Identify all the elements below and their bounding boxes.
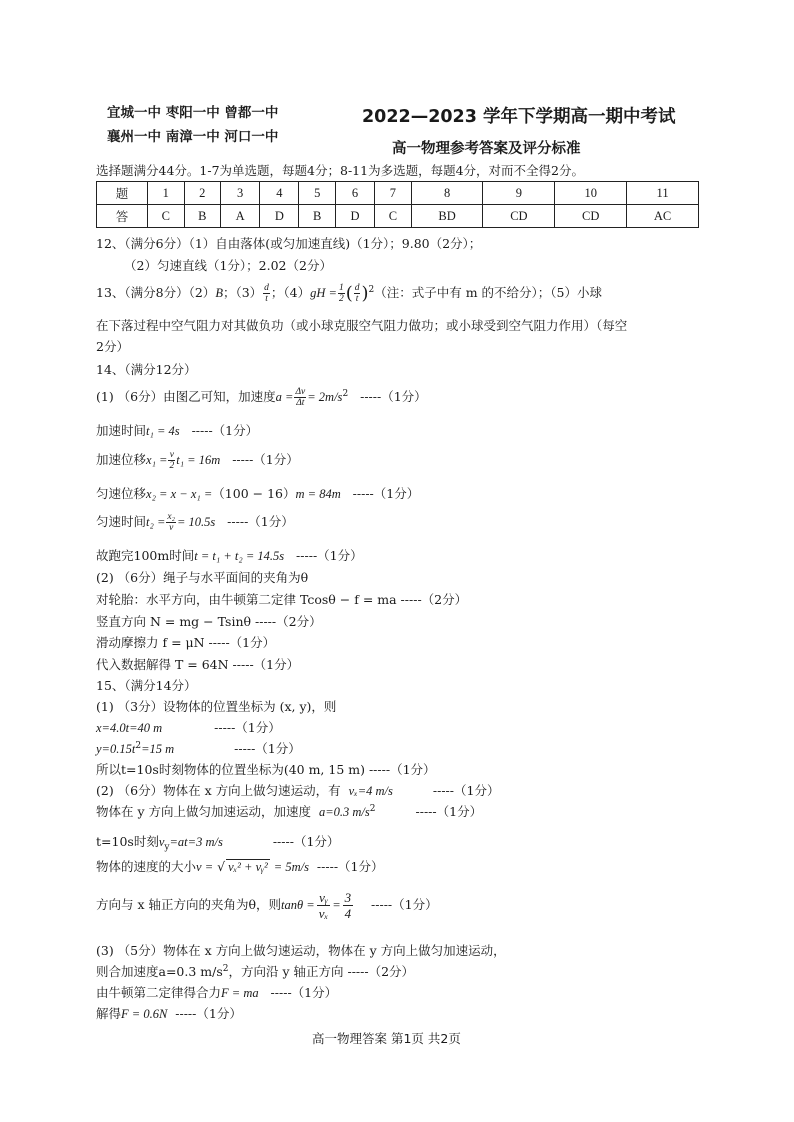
question-row-label: 题 bbox=[97, 182, 148, 205]
q15-line-coords: (1) （3分）设物体的位置坐标为 (x, y)，则 bbox=[96, 699, 337, 714]
exam-title: 2022—2023 学年下学期高一期中考试 bbox=[362, 107, 676, 127]
question-cell: 2 bbox=[184, 182, 221, 205]
answer-cell: CD bbox=[483, 205, 555, 228]
question-cell: 7 bbox=[375, 182, 412, 205]
answer-cell: D bbox=[335, 205, 374, 228]
fraction: $\frac{\text{x₂}}{v}$ bbox=[167, 512, 175, 533]
school-list-line2: 襄州一中 南漳一中 河口一中 bbox=[107, 129, 279, 145]
answer-cell: B bbox=[299, 205, 336, 228]
q14-line-friction: 滑动摩擦力 f = μN -----（1分） bbox=[96, 635, 276, 650]
answer-table bbox=[96, 181, 699, 228]
q14-line-angle: (2) （6分）绳子与水平面间的夹角为θ bbox=[96, 570, 309, 585]
q14-header: 14、（满分12分） bbox=[96, 362, 197, 377]
q13-line2: 在下落过程中空气阻力对其做负功（或小球克服空气阻力做功；或小球受到空气阻力作用）（每空 bbox=[96, 318, 628, 333]
question-cell: 8 bbox=[411, 182, 483, 205]
school-list-line1: 宜城一中 枣阳一中 曾都一中 bbox=[107, 105, 279, 121]
school-list bbox=[107, 101, 278, 149]
q14-line-x1: 加速位移x₁ = $\frac{v}{2}$ t₁ = 16m -----（1分） bbox=[96, 450, 299, 471]
q14-line-result: 代入数据解得 T = 64N -----（1分） bbox=[96, 657, 300, 672]
question-cell: 9 bbox=[483, 182, 555, 205]
question-cell: 4 bbox=[260, 182, 299, 205]
q15-line-part3: (3) （5分）物体在 x 方向上做匀速运动，物体在 y 方向上做匀加速运动， bbox=[96, 943, 506, 958]
question-cell: 5 bbox=[299, 182, 336, 205]
answer-cell: CD bbox=[555, 205, 627, 228]
fraction: $\frac{1}{2}$ bbox=[338, 283, 344, 304]
fraction: $\frac{v}{2}$ bbox=[169, 450, 175, 471]
question-cell: 3 bbox=[221, 182, 260, 205]
q15-line-result: 解得F = 0.6N -----（1分） bbox=[96, 1006, 242, 1021]
question-cell: 11 bbox=[627, 182, 699, 205]
page-footer: 高一物理答案 第1页 共2页 bbox=[312, 1031, 461, 1046]
exam-subtitle: 高一物理参考答案及评分标准 bbox=[392, 141, 581, 157]
q14-line-t1: 加速时间t₁ = 4s -----（1分） bbox=[96, 423, 259, 438]
fraction: $\frac{d}{t}$ bbox=[264, 283, 269, 304]
answer-cell: C bbox=[148, 205, 185, 228]
q15-line-x: x=4.0t=40 m -----（1分） bbox=[96, 720, 281, 735]
fraction: $\frac{d}{t}$ bbox=[354, 283, 360, 304]
q15-line-direction: 方向与 x 轴正方向的夹角为θ，则tanθ = $\frac{\text{vᵧ}}{\text{vₓ}}$ = $\frac{3}{4}$ -----（1分） bbox=[96, 890, 438, 921]
answer-row bbox=[97, 205, 699, 228]
answer-cell: D bbox=[260, 205, 299, 228]
q15-line-vy: t=10s时刻$v_y=at=3$ m/s -----（1分） bbox=[96, 834, 340, 853]
question-row bbox=[97, 182, 699, 205]
answer-cell: AC bbox=[627, 205, 699, 228]
q15-line-ay: 物体在 y 方向上做匀加速运动，加速度 a=0.3 $m/s^2$ -----（1分） bbox=[96, 803, 483, 819]
q15-line-vx: (2) （6分）物体在 x 方向上做匀速运动，有 vₓ=4 m/s -----（1分） bbox=[96, 783, 500, 798]
question-cell: 6 bbox=[335, 182, 374, 205]
q14-line-newton: 对轮胎：水平方向，由牛顿第二定律 Tcosθ − f = ma -----（2分） bbox=[96, 592, 468, 607]
q13-line3: 2分） bbox=[96, 339, 129, 354]
q14-line-total: 故跑完100m时间t = t₁ + t₂ = 14.5s -----（1分） bbox=[96, 548, 363, 563]
q14-line-accel: (1) （6分）由图乙可知，加速度a = $\frac{\Delta v}{\Delta t}$ = $2m/s^2$ -----（1分） bbox=[96, 387, 427, 408]
question-cell: 1 bbox=[148, 182, 185, 205]
answer-row-label: 答 bbox=[97, 205, 148, 228]
q12-line2: （2）匀速直线（1分）；2.02（2分） bbox=[124, 258, 332, 273]
answer-cell: B bbox=[184, 205, 221, 228]
fraction: $\frac{\text{vᵧ}}{\text{vₓ}}$ bbox=[318, 890, 329, 921]
answer-cell: BD bbox=[411, 205, 483, 228]
choice-intro: 选择题满分44分。1-7为单选题，每题4分；8-11为多选题，每题4分，对而不全得2分。 bbox=[96, 163, 584, 178]
fraction: $\frac{\Delta v}{\Delta t}$ bbox=[295, 387, 306, 408]
answer-cell: A bbox=[221, 205, 260, 228]
q15-line-speed: 物体的速度的大小v = √ vₓ² + vᵧ² = 5m/s -----（1分） bbox=[96, 859, 384, 874]
fraction: $\frac{3}{4}$ bbox=[344, 890, 352, 921]
question-cell: 10 bbox=[555, 182, 627, 205]
q13-line1: 13、（满分8分）（2）B；（3） $\frac{d}{t}$ ；（4）gH = $\frac{1}{2}$ ( $\frac{d}{t}$ )$^2$（注：式子中有 m 的不给分）；（5）小球 bbox=[96, 283, 603, 304]
q14-line-x2: 匀速位移x₂ = x − x₁ =（100 − 16）m = 84m -----（1分） bbox=[96, 486, 420, 501]
answer-cell: C bbox=[375, 205, 412, 228]
q15-line-force: 由牛顿第二定律得合力F = ma -----（1分） bbox=[96, 985, 338, 1000]
q15-line-combined-accel: 则合加速度a=0.3 $m/s^2$，方向沿 y 轴正方向 -----（2分） bbox=[96, 963, 415, 979]
q12-line1: 12、（满分6分）（1）自由落体(或匀加速直线)（1分）；9.80（2分）； bbox=[96, 236, 482, 251]
q14-line-t2: 匀速时间t₂ = $\frac{\text{x₂}}{v}$ = 10.5s -----（1分） bbox=[96, 512, 294, 533]
q15-line-y: $y=0.15t^2=15$ m -----（1分） bbox=[96, 740, 301, 756]
q14-line-vertical: 竖直方向 N = mg − Tsinθ -----（2分） bbox=[96, 614, 322, 629]
q15-header: 15、（满分14分） bbox=[96, 678, 197, 693]
q15-line-position: 所以t=10s时刻物体的位置坐标为(40 m, 15 m) -----（1分） bbox=[96, 762, 436, 777]
